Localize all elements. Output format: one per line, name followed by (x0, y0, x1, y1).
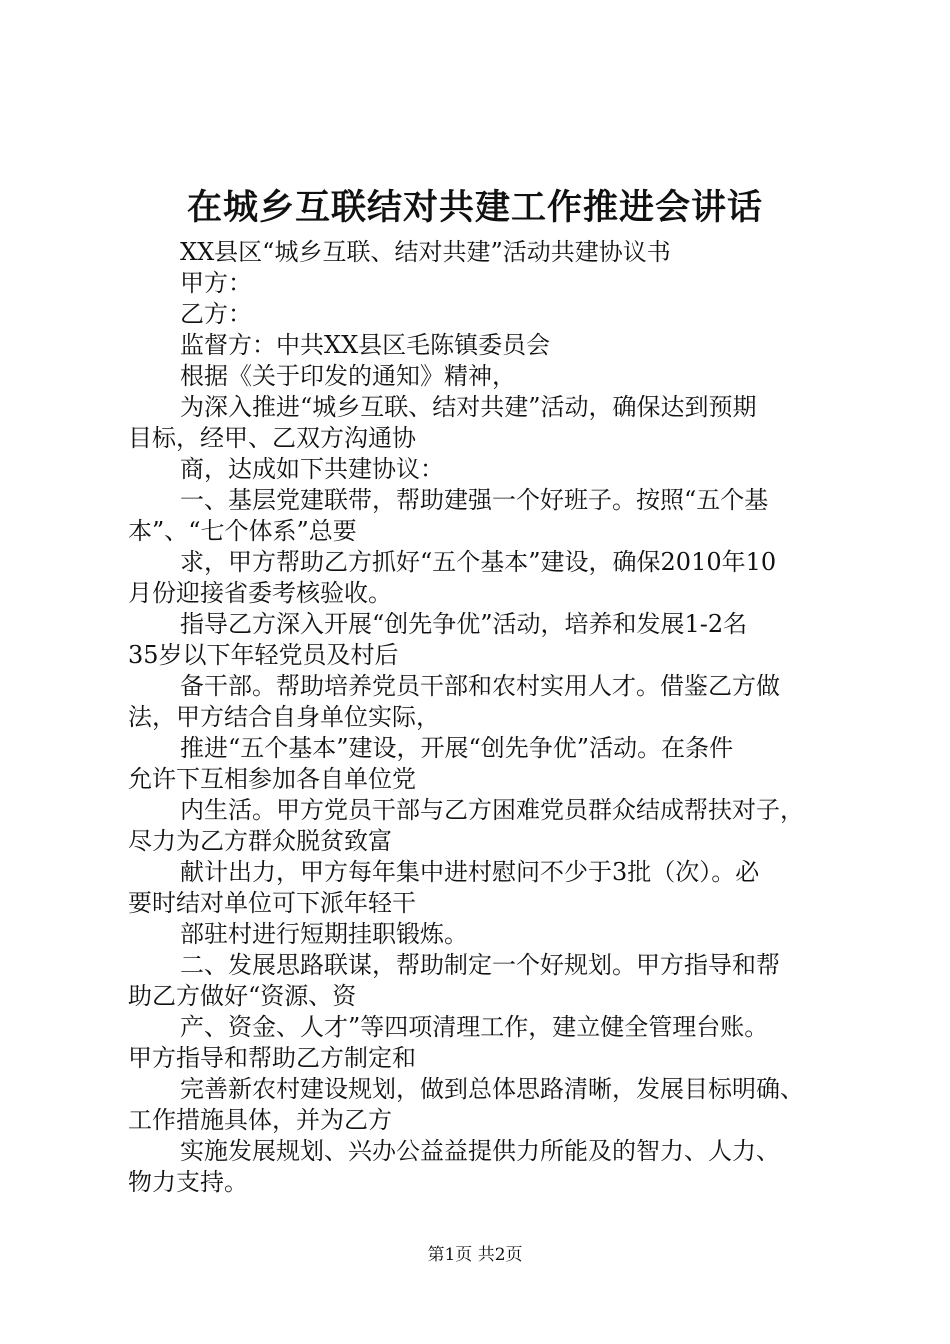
body-line: 35岁以下年轻党员及村后 (128, 641, 399, 669)
page-footer: 第1页 共2页 (427, 1245, 523, 1265)
body-line: 助乙方做好“资源、资 (128, 982, 357, 1010)
body-line: 备干部。帮助培养党员干部和农村实用人才。借鉴乙方做 (180, 672, 780, 700)
body-line: 监督方：中共XX县区毛陈镇委员会 (180, 331, 551, 359)
body-line: 物力支持。 (128, 1168, 248, 1196)
document-title: 在城乡互联结对共建工作推进会讲话 (186, 187, 763, 228)
body-line: 推进“五个基本”建设，开展“创先争优”活动。在条件 (180, 734, 734, 762)
body-line: 一、基层党建联带，帮助建强一个好班子。按照“五个基 (180, 486, 769, 514)
body-line: 甲方： (180, 269, 252, 297)
body-line: 甲方指导和帮助乙方制定和 (128, 1044, 416, 1072)
body-line: 完善新农村建设规划，做到总体思路清晰，发展目标明确、 (180, 1075, 804, 1103)
body-line: 根据《关于印发的通知》精神， (180, 362, 516, 390)
body-line: 产、资金、人才”等四项清理工作，建立健全管理台账。 (180, 1013, 769, 1041)
body-line: 月份迎接省委考核验收。 (128, 579, 392, 607)
body-line: 实施发展规划、兴办公益益提供力所能及的智力、人力、 (180, 1137, 780, 1165)
body-line: 法，甲方结合自身单位实际， (128, 703, 440, 731)
body-line: 求，甲方帮助乙方抓好“五个基本”建设，确保2010年10 (180, 548, 777, 576)
document-body (128, 237, 832, 1198)
body-line: 商，达成如下共建协议： (180, 455, 444, 483)
body-line: 部驻村进行短期挂职锻炼。 (180, 920, 468, 948)
body-line: 要时结对单位可下派年轻干 (128, 889, 416, 917)
body-line: 允许下互相参加各自单位党 (128, 765, 416, 793)
body-line: 本”、“七个体系”总要 (128, 517, 357, 545)
body-line: 乙方： (180, 300, 252, 328)
body-line: 指导乙方深入开展“创先争优”活动，培养和发展1-2名 (180, 610, 748, 638)
body-line: 工作措施具体，并为乙方 (128, 1106, 392, 1134)
body-line: 献计出力，甲方每年集中进村慰问不少于3批（次）。必 (180, 858, 760, 886)
body-line: 目标，经甲、乙双方沟通协 (128, 424, 416, 452)
body-line: 尽力为乙方群众脱贫致富 (128, 827, 392, 855)
body-line: 内生活。甲方党员干部与乙方困难党员群众结成帮扶对子， (180, 796, 804, 824)
body-line: 二、发展思路联谋，帮助制定一个好规划。甲方指导和帮 (180, 951, 780, 979)
body-line: XX县区“城乡互联、结对共建”活动共建协议书 (180, 238, 671, 266)
body-line: 为深入推进“城乡互联、结对共建”活动，确保达到预期 (180, 393, 757, 421)
